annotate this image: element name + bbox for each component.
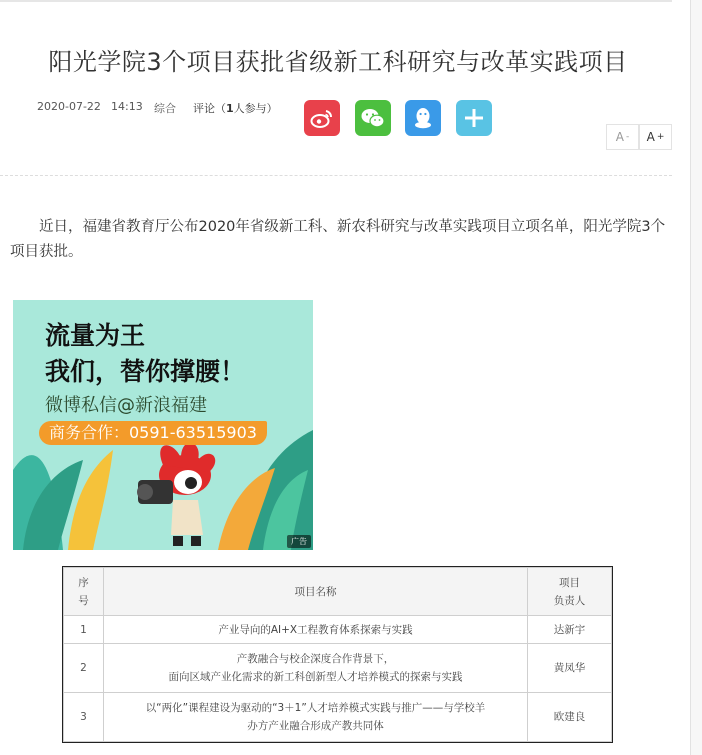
plus-sign: + bbox=[656, 132, 665, 142]
wechat-icon bbox=[360, 107, 386, 129]
share-wechat-button[interactable] bbox=[355, 100, 391, 136]
table-row bbox=[64, 616, 612, 644]
ad-banner[interactable] bbox=[13, 300, 313, 550]
row-leader: 欧建良 bbox=[528, 693, 612, 742]
header-no-line2: 号 bbox=[78, 594, 89, 607]
qq-icon bbox=[413, 106, 433, 130]
plus-icon bbox=[463, 107, 485, 129]
comment-link[interactable] bbox=[193, 100, 278, 116]
ad-tag: 广告 bbox=[287, 535, 311, 548]
header-no-line1: 序 bbox=[78, 576, 89, 589]
font-decrease-button[interactable] bbox=[606, 124, 639, 150]
ad-headline: 流量为王 bbox=[45, 321, 146, 350]
comment-prefix: 评论（ bbox=[193, 102, 226, 115]
font-decrease-label: A bbox=[615, 130, 624, 144]
publish-date: 2020-07-22 bbox=[37, 100, 101, 113]
share-weibo-button[interactable] bbox=[304, 100, 340, 136]
comment-suffix: 人参与） bbox=[233, 102, 278, 115]
ad-contact-pill: 商务合作：0591-63515903 bbox=[39, 421, 267, 445]
font-increase-button[interactable] bbox=[639, 124, 672, 150]
row-no: 1 bbox=[64, 616, 104, 644]
ad-subheadline: 我们，替你撑腰！ bbox=[45, 357, 246, 386]
comment-count: 1 bbox=[226, 102, 234, 115]
font-increase-label: A bbox=[646, 130, 655, 144]
header-name: 项目名称 bbox=[104, 568, 528, 616]
article-title: 阳光学院3个项目获批省级新工科研究与改革实践项目 bbox=[48, 48, 628, 76]
row-project-name bbox=[104, 616, 528, 644]
ad-weibo-text: 微博私信@新浪福建 bbox=[45, 395, 207, 416]
category-link[interactable]: 综合 bbox=[154, 102, 176, 115]
row-leader: 达新宇 bbox=[528, 616, 612, 644]
project-name-line: 产业导向的AI+X工程教育体系探索与实践 bbox=[218, 623, 413, 636]
table-header-row bbox=[64, 568, 612, 616]
article-paragraph: 近日，福建省教育厅公布2020年省级新工科、新农科研究与改革实践项目立项名单，阳光学院3个项目获批。 bbox=[10, 219, 666, 260]
project-name-line: 办方产业融合形成产教共同体 bbox=[247, 720, 384, 733]
row-leader: 黄凤华 bbox=[528, 644, 612, 693]
share-qq-button[interactable] bbox=[405, 100, 441, 136]
project-name-line: 面向区域产业化需求的新工科创新型人才培养模式的探索与实践 bbox=[168, 671, 463, 684]
minus-sign: - bbox=[625, 132, 630, 142]
row-project-name bbox=[104, 693, 528, 742]
projects-table bbox=[62, 566, 613, 743]
header-leader-line1: 项目 bbox=[559, 576, 580, 589]
publish-time: 14:13 bbox=[111, 100, 143, 113]
weibo-icon bbox=[310, 107, 334, 129]
row-no: 2 bbox=[64, 644, 104, 693]
header-no bbox=[64, 568, 104, 616]
top-rule bbox=[0, 0, 672, 2]
section-divider bbox=[0, 175, 672, 176]
row-no: 3 bbox=[64, 693, 104, 742]
table-row bbox=[64, 693, 612, 742]
scrollbar-track[interactable] bbox=[690, 0, 702, 755]
share-more-button[interactable] bbox=[456, 100, 492, 136]
project-name-line: 以“两化”课程建设为驱动的“3＋1”人才培养模式实践与推广——与学校羊 bbox=[145, 702, 486, 715]
header-leader-line2: 负责人 bbox=[553, 594, 586, 607]
project-name-line: 产教融合与校企深度合作背景下， bbox=[236, 653, 395, 666]
header-leader bbox=[528, 568, 612, 616]
row-project-name bbox=[104, 644, 528, 693]
table-row bbox=[64, 644, 612, 693]
